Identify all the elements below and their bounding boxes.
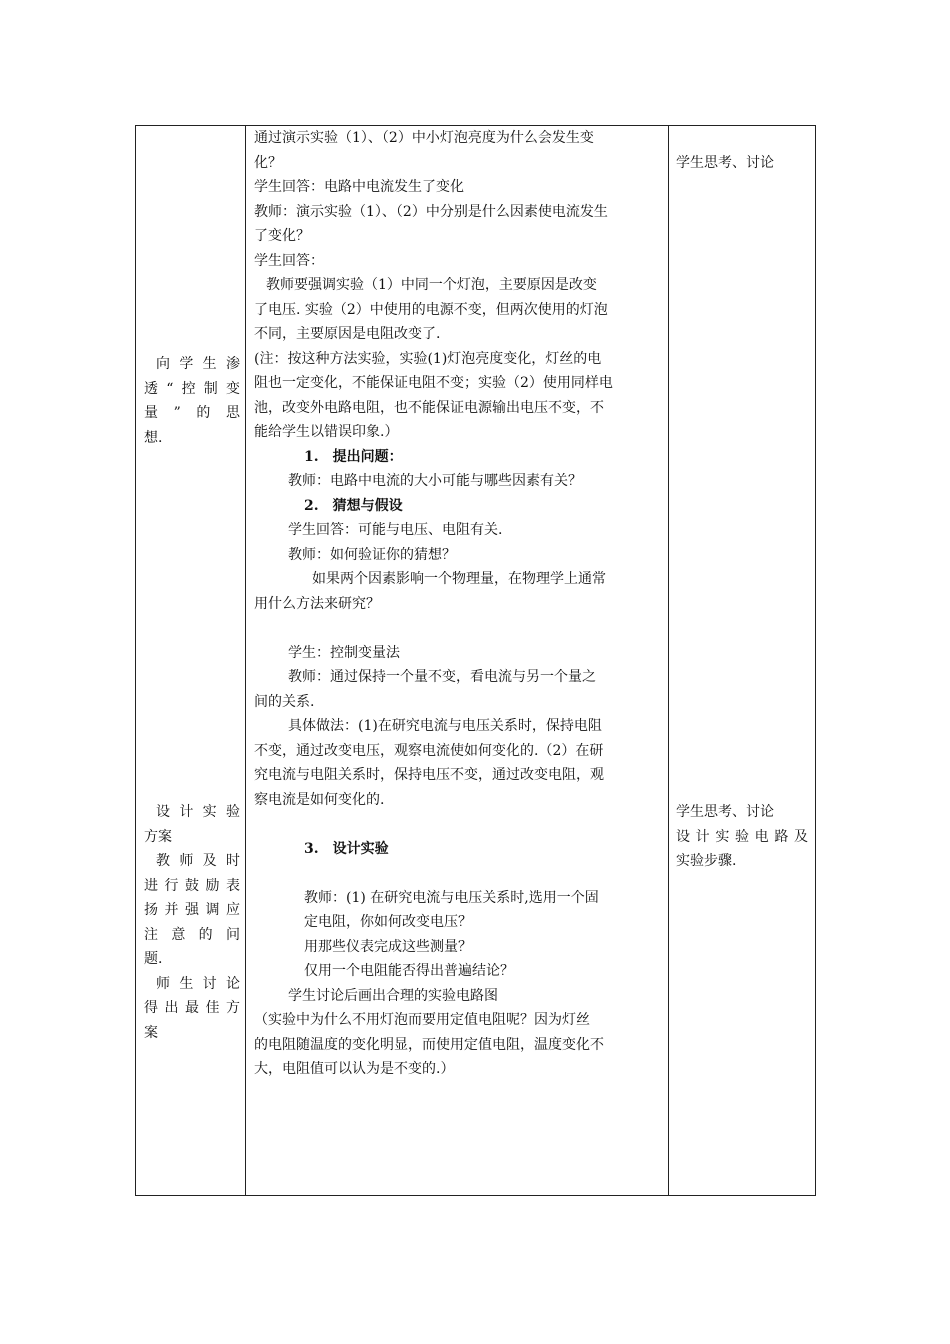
note-design-plan	[144, 800, 240, 1045]
text-line: 间的关系.	[254, 693, 315, 710]
text-line: 学生：控制变量法	[288, 644, 400, 661]
text-line: 教师要强调实验（1）中同一个灯泡，主要原因是改变	[266, 277, 597, 293]
note-line: 教师及时	[156, 853, 240, 869]
student-activity-2	[676, 800, 808, 874]
text-line: 通过演示实验（1）、（2）中小灯泡亮度为什么会发生变	[254, 130, 594, 146]
text-line: 如果两个因素影响一个物理量，在物理学上通常	[312, 571, 606, 587]
note-line: 设计实验	[156, 804, 240, 820]
section-heading-design: 3. 设计实验	[304, 840, 389, 857]
student-activity-1	[676, 151, 808, 176]
text-line: 察电流是如何变化的.	[254, 791, 385, 808]
text-line: 了电压. 实验（2）中使用的电源不变，但两次使用的灯泡	[254, 301, 608, 318]
teaching-process	[254, 126, 662, 1082]
note-line: 想.	[144, 429, 163, 446]
text-line: 用什么方法来研究？	[254, 595, 380, 612]
note-line: 得出最佳方	[144, 1000, 240, 1016]
lesson-table	[135, 125, 816, 1196]
section-heading-hypothesis: 2. 猜想与假设	[304, 497, 403, 514]
note-line: 扬并强调应	[144, 902, 240, 918]
text-line: 学生回答：可能与电压、电阻有关.	[288, 522, 503, 538]
text-line: 能给学生以错误印象.）	[254, 424, 399, 440]
text-line: 大，电阻值可以认为是不变的.）	[254, 1061, 455, 1077]
text-line: 了变化？	[254, 228, 310, 244]
text-line: （实验中为什么不用灯泡而要用定值电阻呢？因为灯丝	[254, 1012, 590, 1028]
text-line: 究电流与电阻关系时，保持电压不变，通过改变电阻，观	[254, 767, 604, 783]
activity-line: 学生思考、讨论	[676, 155, 774, 171]
text-line: 教师：(1) 在研究电流与电压关系时,选用一个固	[304, 889, 599, 906]
column-divider	[668, 126, 669, 1195]
text-line: 池，改变外电路电阻，也不能保证电源输出电压不变，不	[254, 399, 604, 416]
text-line: 教师：电路中电流的大小可能与哪些因素有关？	[288, 473, 582, 489]
text-line: 阻也一定变化，不能保证电阻不变；实验（2）使用同样电	[254, 375, 613, 391]
note-line: 注意的问	[144, 926, 240, 943]
note-line: 方案	[144, 828, 172, 845]
column-divider	[245, 126, 246, 1195]
text-line: 学生讨论后画出合理的实验电路图	[288, 987, 498, 1004]
text-line: 化？	[254, 154, 282, 171]
note-line: 案	[144, 1024, 158, 1041]
note-line: 师生讨论	[156, 975, 240, 992]
note-control-variable	[144, 352, 240, 450]
note-line: 进行鼓励表	[144, 877, 240, 894]
text-line: 学生回答：电路中电流发生了变化	[254, 179, 464, 195]
text-line: 用那些仪表完成这些测量？	[304, 938, 472, 955]
text-line: 具体做法：(1)在研究电流与电压关系时，保持电阻	[288, 718, 602, 734]
text-line: 教师：如何验证你的猜想？	[288, 546, 456, 563]
note-line: 透“控制变	[144, 380, 240, 397]
section-heading-question: 1. 提出问题：	[304, 448, 403, 465]
note-line: 题.	[144, 951, 163, 967]
text-line: 教师：演示实验（1）、（2）中分别是什么因素使电流发生	[254, 203, 608, 220]
text-line: (注：按这种方法实验，实验(1)灯泡亮度变化，灯丝的电	[254, 350, 602, 367]
text-line: 不变，通过改变电压，观察电流使如何变化的.（2）在研	[254, 742, 604, 759]
text-line: 教师：通过保持一个量不变，看电流与另一个量之	[288, 669, 596, 685]
text-line: 的电阻随温度的变化明显，而使用定值电阻，温度变化不	[254, 1036, 604, 1053]
activity-line: 设计实验电路及	[676, 828, 808, 845]
note-line: 向学生渗	[156, 356, 240, 372]
activity-line: 实验步骤.	[676, 853, 737, 869]
text-line: 定电阻，你如何改变电压？	[304, 914, 472, 930]
note-line: 量”的思	[144, 405, 240, 421]
activity-line: 学生思考、讨论	[676, 804, 774, 820]
text-line: 学生回答：	[254, 252, 324, 269]
text-line: 仅用一个电阻能否得出普遍结论？	[304, 963, 514, 979]
text-line: 不同，主要原因是电阻改变了.	[254, 326, 441, 342]
